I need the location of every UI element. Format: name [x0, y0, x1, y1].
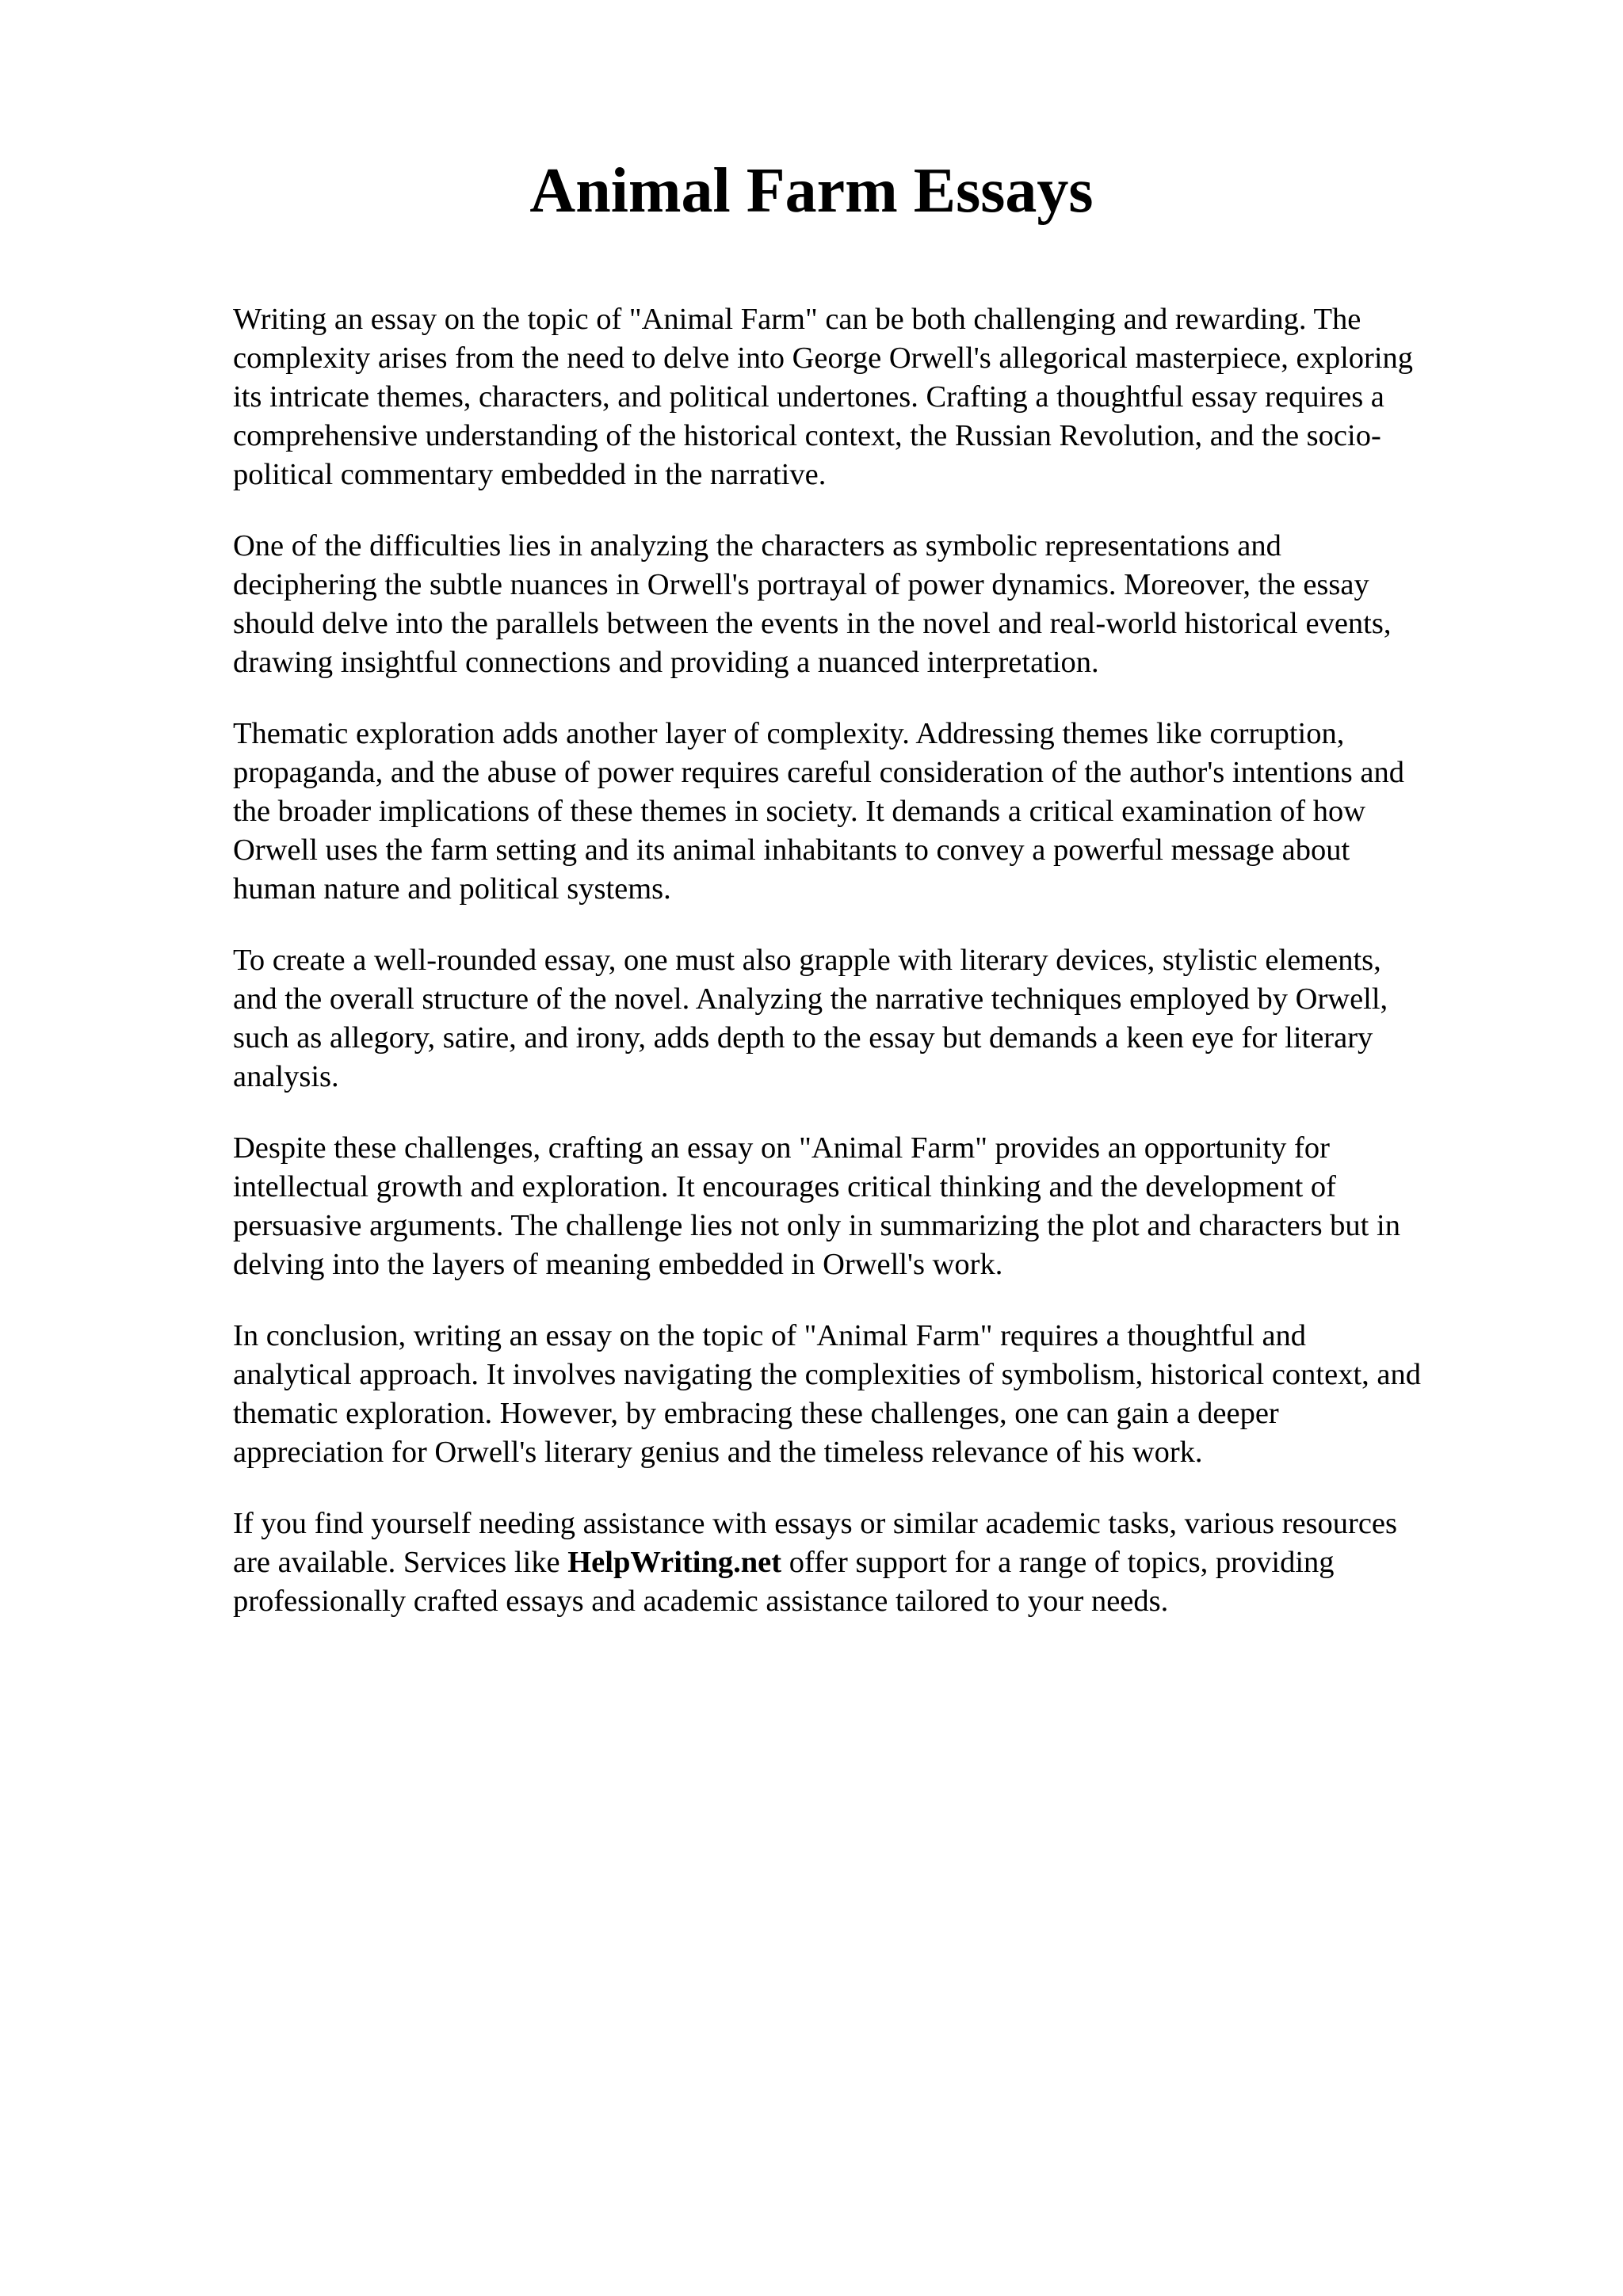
- text-line: thematic exploration. However, by embracing these challenges, one can gain a deeper: [233, 1397, 1279, 1430]
- text-line: Orwell uses the farm setting and its animal inhabitants to convey a powerful message about: [233, 833, 1350, 867]
- text-line: political commentary embedded in the narrative.: [233, 458, 827, 491]
- text-line: deciphering the subtle nuances in Orwell's portrayal of power dynamics. Moreover, the essay: [233, 568, 1369, 601]
- text-line: such as allegory, satire, and irony, adds depth to the essay but demands a keen eye for literary: [233, 1021, 1373, 1055]
- text-line: To create a well-rounded essay, one must also grapple with literary devices, stylistic elements,: [233, 944, 1381, 977]
- text-segment: are available. Services like: [233, 1546, 568, 1579]
- text-line: human nature and political systems.: [233, 872, 671, 906]
- text-line: In conclusion, writing an essay on the topic of "Animal Farm" requires a thoughtful and: [233, 1319, 1307, 1352]
- text-line: should delve into the parallels between the events in the novel and real-world historical events,: [233, 607, 1392, 640]
- page-title: Animal Farm Essays: [529, 156, 1094, 226]
- text-line: One of the difficulties lies in analyzing the characters as symbolic representations and: [233, 529, 1281, 563]
- text-line: Writing an essay on the topic of "Animal Farm" can be both challenging and rewarding. The: [233, 303, 1361, 336]
- text-line: and the overall structure of the novel. Analyzing the narrative techniques employed by Orwell,: [233, 982, 1388, 1016]
- brand-name: HelpWriting.net: [567, 1546, 782, 1579]
- text-line: the broader implications of these themes in society. It demands a critical examination of how: [233, 795, 1366, 828]
- text-line: comprehensive understanding of the historical context, the Russian Revolution, and the socio-: [233, 419, 1381, 452]
- text-line: its intricate themes, characters, and political undertones. Crafting a thoughtful essay requires a: [233, 380, 1384, 414]
- paragraph-5: [233, 1129, 1533, 1284]
- paragraph-1: [233, 300, 1533, 494]
- paragraph-closing: [233, 1505, 1533, 1621]
- text-line: propaganda, and the abuse of power requires careful consideration of the author's intentions and: [233, 756, 1404, 789]
- paragraph-3: [233, 715, 1533, 909]
- paragraph-6: [233, 1317, 1533, 1472]
- text-line: complexity arises from the need to delve into George Orwell's allegorical masterpiece, exploring: [233, 341, 1414, 375]
- text-line: drawing insightful connections and providing a nuanced interpretation.: [233, 646, 1099, 679]
- text-line: persuasive arguments. The challenge lies not only in summarizing the plot and characters but in: [233, 1209, 1400, 1242]
- text-line: professionally crafted essays and academic assistance tailored to your needs.: [233, 1585, 1169, 1618]
- text-line: If you find yourself needing assistance with essays or similar academic tasks, various resources: [233, 1507, 1397, 1540]
- text-line: analysis.: [233, 1060, 339, 1093]
- text-segment: offer support for a range of topics, providing: [781, 1546, 1335, 1579]
- text-line: Thematic exploration adds another layer of complexity. Addressing themes like corruption,: [233, 717, 1345, 750]
- paragraph-2: [233, 527, 1533, 682]
- text-line: delving into the layers of meaning embedded in Orwell's work.: [233, 1248, 1003, 1281]
- text-line: [233, 1543, 1533, 1582]
- text-line: Despite these challenges, crafting an essay on "Animal Farm" provides an opportunity for: [233, 1131, 1330, 1165]
- essay-body: [233, 300, 1533, 1653]
- paragraph-4: [233, 941, 1533, 1097]
- text-line: intellectual growth and exploration. It encourages critical thinking and the development of: [233, 1170, 1336, 1203]
- text-line: appreciation for Orwell's literary genius and the timeless relevance of his work.: [233, 1436, 1203, 1469]
- text-line: analytical approach. It involves navigating the complexities of symbolism, historical context, and: [233, 1358, 1421, 1391]
